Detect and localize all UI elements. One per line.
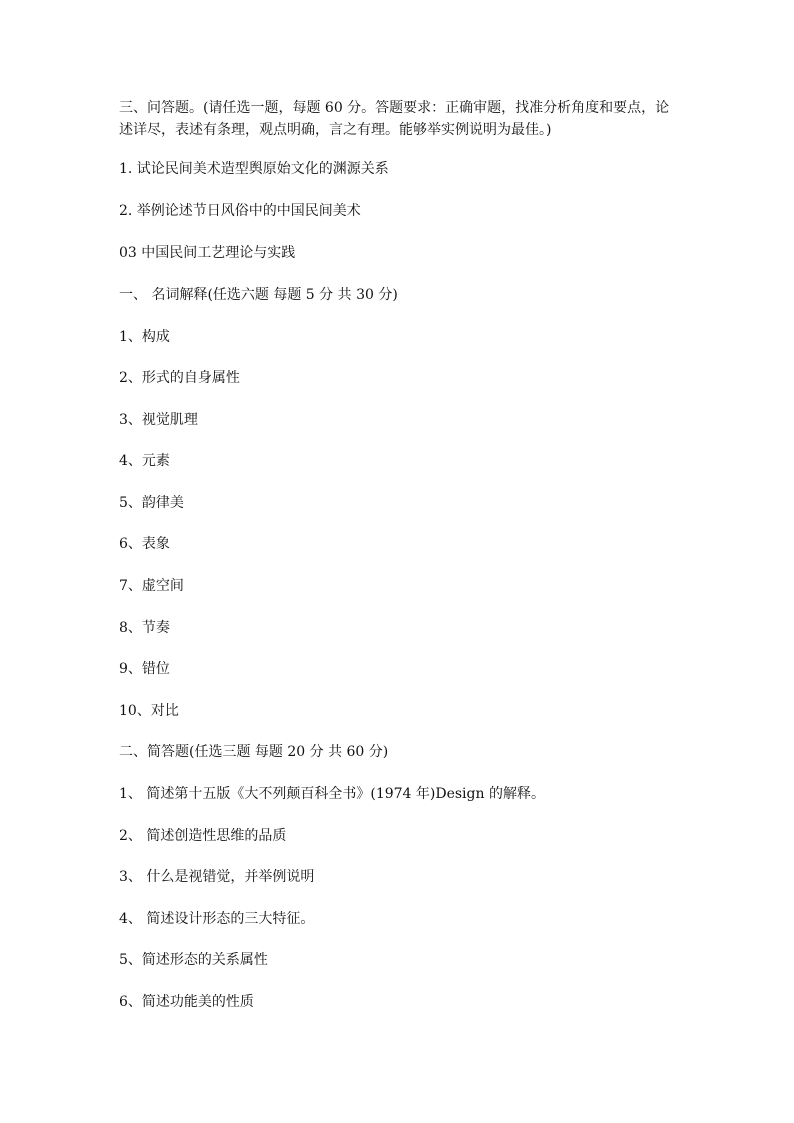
term-item: 5、韵律美	[119, 495, 184, 511]
term-item: 8、节奏	[119, 620, 170, 636]
short-answer-item: 4、 简述设计形态的三大特征。	[119, 911, 315, 927]
term-item: 10、对比	[119, 703, 179, 719]
part1-heading: 一、 名词解释(任选六题 每题 5 分 共 30 分)	[119, 287, 398, 303]
section3-heading-line1: 三、问答题。(请任选一题，每题 60 分。答题要求：正确审题，找准分析角度和要点，论	[119, 100, 670, 116]
section3-heading-line2: 述详尽，表述有条理，观点明确，言之有理。能够举实例说明为最佳。)	[119, 122, 552, 138]
part2-heading: 二、简答题(任选三题 每题 20 分 共 60 分)	[119, 744, 389, 760]
short-answer-item: 3、 什么是视错觉，并举例说明	[119, 869, 315, 885]
term-item: 1、构成	[119, 329, 170, 345]
term-item: 3、视觉肌理	[119, 412, 198, 428]
course-title: 03 中国民间工艺理论与实践	[119, 245, 296, 261]
short-answer-item: 1、 简述第十五版《大不列颠百科全书》(1974 年)Design 的解释。	[119, 786, 545, 802]
short-answer-item: 2、 简述创造性思维的品质	[119, 828, 287, 844]
term-item: 9、错位	[119, 661, 170, 677]
term-item: 7、虚空间	[119, 578, 184, 594]
short-answer-item: 5、简述形态的关系属性	[119, 952, 268, 968]
section3-question-1: 1. 试论民间美术造型舆原始文化的渊源关系	[119, 161, 389, 177]
section3-question-2: 2. 举例论述节日风俗中的中国民间美术	[119, 203, 361, 219]
short-answer-item: 6、简述功能美的性质	[119, 994, 254, 1010]
term-item: 4、元素	[119, 453, 170, 469]
term-item: 6、表象	[119, 536, 170, 552]
term-item: 2、形式的自身属性	[119, 370, 240, 386]
